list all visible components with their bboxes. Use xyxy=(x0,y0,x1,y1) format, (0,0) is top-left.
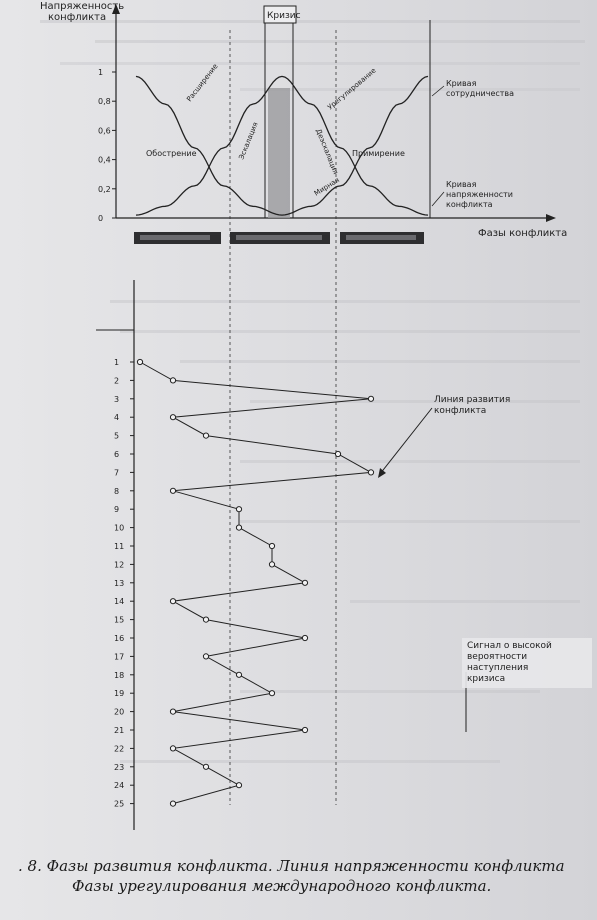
development-point xyxy=(302,727,307,732)
row-number: 8 xyxy=(114,486,120,496)
development-point xyxy=(203,654,208,659)
curve-legends xyxy=(432,79,514,209)
row-number: 1 xyxy=(114,358,120,367)
development-point xyxy=(170,801,175,806)
row-number: 6 xyxy=(114,450,120,459)
caption-line-1: . 8. Фазы развития конфликта. Линия напряженности конфликта xyxy=(18,857,565,875)
row-number: 12 xyxy=(114,560,125,570)
label-peaceful: Мирная xyxy=(312,176,341,198)
y-tick-label: 0,6 xyxy=(98,126,111,136)
development-point xyxy=(236,507,241,512)
label-escalation: Эскалация xyxy=(237,121,260,161)
development-point xyxy=(302,635,307,640)
label-aggravation: Обострение xyxy=(146,149,197,158)
row-number: 20 xyxy=(114,707,125,717)
label-expansion: Расширение xyxy=(185,62,220,104)
development-point xyxy=(335,451,340,456)
development-point xyxy=(170,378,175,383)
development-point xyxy=(269,543,274,548)
tension-curve-label-line3: конфликта xyxy=(446,200,493,209)
row-number: 11 xyxy=(114,542,125,551)
development-point xyxy=(203,764,208,769)
row-number: 10 xyxy=(114,523,125,533)
row-number: 16 xyxy=(114,634,125,643)
lower-panel-axis xyxy=(96,280,134,830)
row-number: 23 xyxy=(114,762,125,772)
row-number: 7 xyxy=(114,468,120,478)
lower-annotations xyxy=(378,395,592,732)
tension-curve-label-line2: напряженности xyxy=(446,190,513,199)
development-point xyxy=(203,433,208,438)
row-number: 14 xyxy=(114,597,125,607)
y-axis-label-line2: конфликта xyxy=(48,12,107,23)
signal-label-line1: Сигнал о высокой xyxy=(467,641,552,651)
development-point xyxy=(368,470,373,475)
row-number: 18 xyxy=(114,670,125,680)
development-point xyxy=(170,709,175,714)
y-axis-label-line1: Напряженность xyxy=(40,1,125,12)
figure-caption xyxy=(18,856,597,896)
row-number: 2 xyxy=(114,376,120,386)
development-point xyxy=(170,746,175,751)
row-number: 25 xyxy=(114,799,125,809)
row-number: 15 xyxy=(114,615,125,625)
row-number: 21 xyxy=(114,726,125,735)
development-point xyxy=(137,359,142,364)
row-number: 4 xyxy=(114,413,120,423)
label-deescalation: Деэскалация xyxy=(314,127,340,176)
x-axis-label: Фазы конфликта xyxy=(478,228,568,239)
row-number: 19 xyxy=(114,689,125,699)
y-tick-label: 0 xyxy=(98,214,104,223)
development-point xyxy=(203,617,208,622)
y-tick-label: 1 xyxy=(98,68,104,77)
phase-bar xyxy=(134,232,424,244)
development-point xyxy=(302,580,307,585)
label-reconciliation: Примирение xyxy=(352,149,405,158)
signal-label-line3: наступления xyxy=(467,663,529,673)
development-point xyxy=(368,396,373,401)
crisis-region xyxy=(264,6,301,218)
development-point xyxy=(236,525,241,530)
development-point xyxy=(170,599,175,604)
development-line-label-line2: конфликта xyxy=(434,406,487,416)
signal-label-line4: кризиса xyxy=(467,674,506,684)
row-number: 22 xyxy=(114,744,125,754)
cooperation-curve-label-line2: сотрудничества xyxy=(446,89,515,98)
crisis-label: Кризис xyxy=(267,11,301,21)
y-axis xyxy=(40,1,124,223)
crisis-shaded-band xyxy=(268,88,290,218)
label-settlement: Урегулирование xyxy=(326,66,378,112)
row-number: 13 xyxy=(114,578,125,588)
row-number: 17 xyxy=(114,652,125,662)
signal-label-line2: вероятности xyxy=(467,652,528,662)
caption-line-2: Фазы урегулирования международного конфликта. xyxy=(72,877,492,895)
development-point xyxy=(269,691,274,696)
development-point xyxy=(269,562,274,567)
development-line-label-line1: Линия развития xyxy=(434,395,511,405)
development-point xyxy=(236,672,241,677)
conflict-development-line xyxy=(137,359,373,806)
development-point xyxy=(236,783,241,788)
y-tick-label: 0,8 xyxy=(98,97,111,107)
cooperation-curve-label-line1: Кривая xyxy=(446,79,477,88)
tension-curve-label-line1: Кривая xyxy=(446,180,477,189)
row-number: 3 xyxy=(114,394,120,404)
y-tick-label: 0,4 xyxy=(98,155,111,165)
row-number: 9 xyxy=(114,505,120,515)
y-tick-label: 0,2 xyxy=(98,184,111,194)
development-point xyxy=(170,488,175,493)
row-number: 24 xyxy=(114,781,125,791)
development-point xyxy=(170,415,175,420)
row-number: 5 xyxy=(114,431,120,441)
